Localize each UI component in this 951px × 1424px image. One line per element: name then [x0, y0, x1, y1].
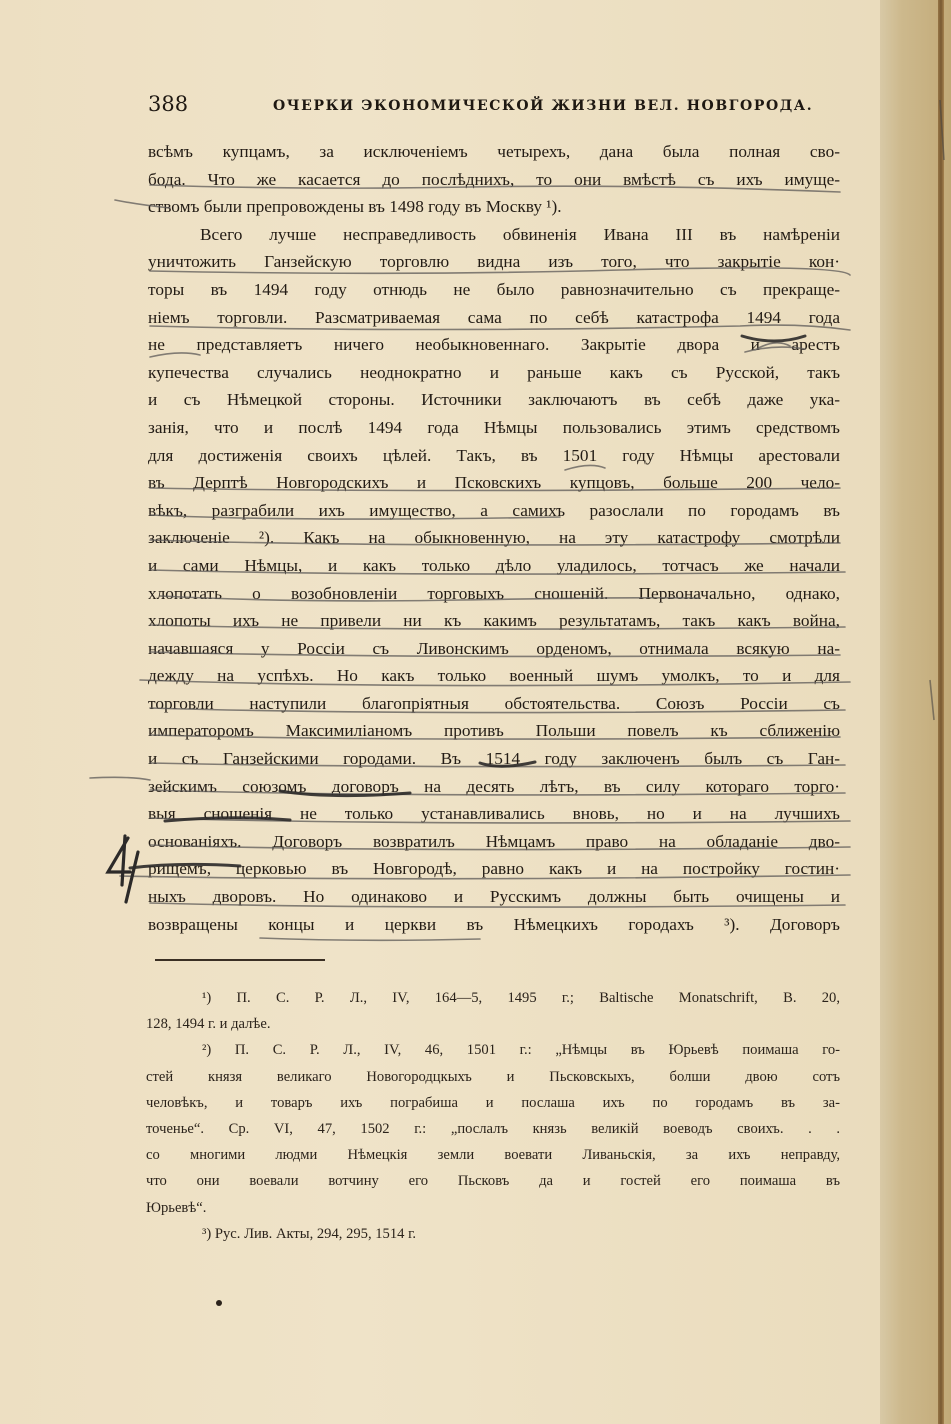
- footnote-line: Юрьевѣ“.: [146, 1199, 207, 1216]
- body-line: императоромъ Максимиліаномъ противъ Польши повелъ къ сближенію: [148, 721, 840, 741]
- footnote-line: стей князя великаго Новогородцкыхъ и Пьсковскыхъ, болши двою сотъ: [146, 1068, 840, 1085]
- body-line: хлопоты ихъ не привели ни къ какимъ результатамъ, такъ какъ война,: [148, 611, 840, 631]
- body-line: всѣмъ купцамъ, за исключеніемъ четырехъ, дана была полная сво-: [148, 142, 840, 161]
- footnote-line: 128, 1494 г. и далѣе.: [146, 1016, 271, 1033]
- body-line: Всего лучше несправедливость обвиненія Ивана III въ намѣреніи: [200, 224, 840, 244]
- body-line: и съ Ганзейскими городами. Въ 1514 году заключенъ былъ съ Ган-: [148, 749, 840, 769]
- body-line: торговли наступили благопріятныя обстоятельства. Союзъ Россіи съ: [148, 693, 840, 713]
- body-line: заключеніе ²). Какъ на обыкновенную, на эту катастрофу смотрѣли: [148, 528, 840, 548]
- footnote-line: человѣкъ, и товаръ ихъ пограбиша и послаша ихъ по городамъ въ за-: [146, 1094, 840, 1111]
- footnote-rule: [155, 959, 325, 961]
- body-line: возвращены концы и церкви въ Нѣмецкихъ городахъ ³). Договоръ: [148, 914, 840, 934]
- running-title: ОЧЕРКИ ЭКОНОМИЧЕСКОЙ ЖИЗНИ ВЕЛ. НОВГОРОДА.: [273, 98, 814, 114]
- page-number: 388: [148, 92, 189, 116]
- footnote-line: что они воевали вотчину его Пьсковъ да и гостей его поимаша въ: [146, 1173, 840, 1190]
- body-line: ныхъ дворовъ. Но одинаково и Русскимъ должны быть очищены и: [148, 887, 840, 907]
- body-line: ніемъ торговли. Разсматриваемая сама по себѣ катастрофа 1494 года: [148, 307, 840, 327]
- body-line: не представляетъ ничего необыкновеннаго. Закрытіе двора и арестъ: [148, 335, 840, 355]
- footnote-line: ³) Рус. Лив. Акты, 294, 295, 1514 г.: [202, 1225, 417, 1242]
- body-line: рищемъ, церковью въ Новгородѣ, равно какъ и на постройку гостин·: [148, 859, 840, 879]
- body-line: и сами Нѣмцы, и какъ только дѣло уладилось, тотчасъ же начали: [148, 555, 840, 575]
- footnote-line: ²) П. С. Р. Л., IV, 46, 1501 г.: „Нѣмцы въ Юрьевѣ поимаша го-: [202, 1042, 840, 1059]
- page-header: [148, 92, 848, 122]
- footnote-line: ¹) П. С. Р. Л., IV, 164—5, 1495 г.; Baltische Monatschrift, B. 20,: [202, 990, 840, 1006]
- body-line: зейскимъ союзомъ договоръ на десять лѣтъ, въ силу котораго торго·: [148, 776, 840, 796]
- footnote-line: точенье“. Ср. VI, 47, 1502 г.: „послалъ князь великій воеводъ своихъ. . .: [146, 1120, 840, 1137]
- body-line: занія, что и послѣ 1494 года Нѣмцы пользовались этимъ средствомъ: [148, 417, 840, 437]
- body-line: основаніяхъ. Договоръ возвратилъ Нѣмцамъ право на обладаніе дво-: [148, 831, 840, 851]
- body-line: хлопотать о возобновленіи торговыхъ сношеній. Первоначально, однако,: [148, 583, 840, 603]
- ink-dot: [216, 1300, 222, 1306]
- body-line: торы въ 1494 году отнюдь не было равнозначительно съ прекраще-: [148, 279, 840, 299]
- body-line: выя сношенія не только устанавливались вновь, но и на лучшихъ: [148, 804, 840, 824]
- body-line: купечества случались неоднократно и раньше какъ съ Русской, такъ: [148, 362, 840, 382]
- binding-edge: [938, 0, 944, 1424]
- body-text: [148, 138, 840, 938]
- body-line: для достиженія своихъ цѣлей. Такъ, въ 1501 году Нѣмцы арестовали: [148, 445, 840, 465]
- footnotes: [146, 985, 840, 1247]
- body-line: начавшаяся у Россіи съ Ливонскимъ орденомъ, отнимала всякую на-: [148, 638, 840, 658]
- body-line: въ Дерптѣ Новгородскихъ и Псковскихъ купцовъ, больше 200 чело-: [148, 473, 840, 493]
- footnote-line: со многими людми Нѣмецкія земли воевати Ливаньскія, за ихъ неправду,: [146, 1147, 840, 1164]
- body-line: и съ Нѣмецкой стороны. Источники заключаютъ въ себѣ даже ука-: [148, 390, 840, 410]
- body-line: уничтожить Ганзейскую торговлю видна изъ того, что закрытіе кон·: [148, 252, 840, 272]
- body-line: ствомъ были препровождены въ 1498 году въ Москву ¹).: [148, 197, 562, 217]
- body-line: вѣкъ, разграбили ихъ имущество, а самихъ разослали по городамъ въ: [148, 500, 840, 520]
- body-line: бода. Что же касается до послѣднихъ, то они вмѣстѣ съ ихъ имуще-: [148, 169, 840, 189]
- body-line: дежду на успѣхъ. Но какъ только военный шумъ умолкъ, то и для: [148, 666, 840, 686]
